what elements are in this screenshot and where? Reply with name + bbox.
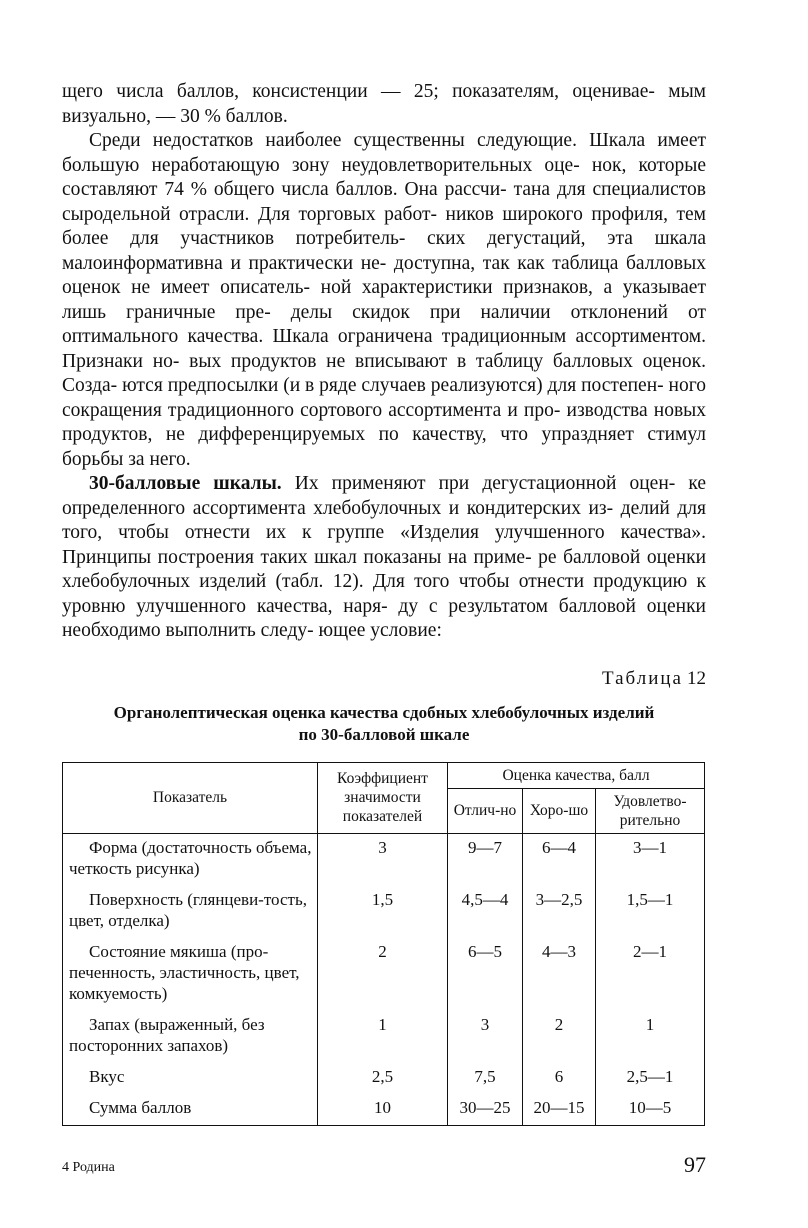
text-line: Шкала ограничена традиционным ассортиментом. Признаки но- bbox=[62, 326, 706, 372]
cell-good: 6 bbox=[523, 1063, 596, 1094]
table-number: 12 bbox=[687, 667, 706, 689]
paragraph-shortcomings bbox=[62, 129, 706, 472]
paragraph-continuation bbox=[62, 80, 706, 129]
text-line: ду с результатом балловой оценки необходимо выполнить следу- bbox=[62, 595, 706, 641]
cell-indicator: Состояние мякиша (про-печенность, эластичность, цвет, комкуемость) bbox=[63, 938, 318, 1011]
paragraph-30-point-scales bbox=[62, 472, 706, 644]
cell-satisfactory: 2—1 bbox=[596, 938, 705, 1011]
text-line: ке определенного ассортимента хлебобулочных и кондитерских из- bbox=[62, 473, 706, 519]
cell-satisfactory: 3—1 bbox=[596, 833, 705, 886]
text-line: ются предпосылки (и в ряде случаев реализуются) для постепен- bbox=[122, 375, 664, 396]
header-good: Хоро-шо bbox=[523, 788, 596, 833]
text-line: имеет большую неработающую зону неудовлетворительных оце- bbox=[62, 130, 707, 176]
cell-good: 3—2,5 bbox=[523, 886, 596, 938]
text-line: чтобы отнести продукцию к уровню улучшенного качества, наря- bbox=[62, 571, 707, 617]
cell-indicator: Форма (достаточность объема, четкость рисунка) bbox=[63, 833, 318, 886]
header-rating: Оценка качества, балл bbox=[448, 762, 705, 788]
cell-excellent: 6—5 bbox=[448, 938, 523, 1011]
text-line: вых продуктов не вписывают в таблицу балловых оценок. Созда- bbox=[62, 350, 707, 396]
signature-mark: 4 Родина bbox=[62, 1160, 115, 1175]
cell-coefficient: 1,5 bbox=[318, 886, 448, 938]
page-number: 97 bbox=[684, 1152, 706, 1177]
table-title-line: Органолептическая оценка качества сдобных хлебобулочных изделий bbox=[113, 702, 655, 722]
header-satisfactory: Удовлетво-рительно bbox=[596, 788, 705, 833]
cell-satisfactory: 1 bbox=[596, 1011, 705, 1063]
text-line: Их применяют при дегустационной оцен- bbox=[281, 473, 676, 494]
cell-good: 4—3 bbox=[523, 938, 596, 1011]
table-row bbox=[63, 833, 705, 886]
cell-indicator: Запах (выраженный, без посторонних запахов) bbox=[63, 1011, 318, 1063]
table-title-line: по 30-балловой шкале bbox=[298, 724, 470, 744]
text-line: ре балловой оценки хлебобулочных изделий (табл. 12). Для того bbox=[62, 546, 707, 592]
table-row bbox=[63, 1011, 705, 1063]
cell-good: 2 bbox=[523, 1011, 596, 1063]
text-line: Среди недостатков наиболее существенны следующие. Шкала bbox=[89, 130, 646, 151]
cell-excellent: 3 bbox=[448, 1011, 523, 1063]
text-line: ной характеристики признаков, а указывает лишь граничные пре- bbox=[62, 277, 706, 323]
cell-satisfactory: 2,5—1 bbox=[596, 1063, 705, 1094]
page-footer bbox=[62, 1152, 706, 1182]
text-line: щего числа баллов, консистенции — 25; показателям, оценивае- bbox=[62, 81, 655, 102]
text-line: доступна, так как таблица балловых оценок не имеет описатель- bbox=[62, 252, 706, 298]
text-line: качества». Принципы построения таких шкал показаны на приме- bbox=[62, 522, 706, 568]
cell-coefficient: 3 bbox=[318, 833, 448, 886]
cell-coefficient: 1 bbox=[318, 1011, 448, 1063]
quality-rating-table bbox=[62, 762, 705, 1126]
table-header-row bbox=[63, 762, 705, 788]
text-line: делий для того, чтобы отнести их к группе «Изделия улучшенного bbox=[62, 497, 706, 543]
table-label bbox=[62, 668, 706, 690]
table-label-word: Таблица bbox=[601, 667, 683, 689]
table-row bbox=[63, 1063, 705, 1094]
cell-excellent: 4,5—4 bbox=[448, 886, 523, 938]
cell-good: 20—15 bbox=[523, 1094, 596, 1126]
cell-satisfactory: 10—5 bbox=[596, 1094, 705, 1126]
header-excellent: Отлич-но bbox=[448, 788, 523, 833]
text-line: делы скидок при наличии отклонений от оптимального качества. bbox=[62, 301, 706, 347]
page-body bbox=[62, 80, 706, 1126]
cell-indicator: Поверхность (глянцеви-тость, цвет, отделка) bbox=[63, 886, 318, 938]
text-line: ников широкого профиля, тем более для участников потребитель- bbox=[62, 203, 707, 249]
cell-excellent: 30—25 bbox=[448, 1094, 523, 1126]
text-line: что упраздняет стимул борьбы за него. bbox=[62, 424, 707, 470]
header-coefficient: Коэффициент значимости показателей bbox=[318, 762, 448, 833]
header-indicator: Показатель bbox=[63, 762, 318, 833]
text-line: нок, которые составляют 74 % общего числа баллов. Она рассчи- bbox=[62, 154, 706, 200]
cell-good: 6—4 bbox=[523, 833, 596, 886]
cell-satisfactory: 1,5—1 bbox=[596, 886, 705, 938]
text-line: ских дегустаций, эта шкала малоинформативна и практически не- bbox=[62, 228, 706, 274]
text-line: ющее условие: bbox=[318, 620, 442, 641]
text-line: изводства новых продуктов, не дифференцируемых по качеству, bbox=[62, 399, 706, 445]
table-row bbox=[63, 886, 705, 938]
cell-coefficient: 10 bbox=[318, 1094, 448, 1126]
cell-coefficient: 2 bbox=[318, 938, 448, 1011]
table-title bbox=[62, 702, 706, 746]
text-line: тана для специалистов сыродельной отрасли. Для торговых работ- bbox=[62, 179, 706, 225]
section-lead-bold: 30-балловые шкалы. bbox=[89, 473, 282, 494]
table-row bbox=[63, 938, 705, 1011]
cell-excellent: 7,5 bbox=[448, 1063, 523, 1094]
text-line: мым визуально, — 30 % баллов. bbox=[62, 81, 707, 127]
table-row-total bbox=[63, 1094, 705, 1126]
cell-indicator: Сумма баллов bbox=[63, 1094, 318, 1126]
cell-coefficient: 2,5 bbox=[318, 1063, 448, 1094]
cell-excellent: 9—7 bbox=[448, 833, 523, 886]
text-line: ного сокращения традиционного сортового ассортимента и про- bbox=[62, 375, 706, 421]
cell-indicator: Вкус bbox=[63, 1063, 318, 1094]
